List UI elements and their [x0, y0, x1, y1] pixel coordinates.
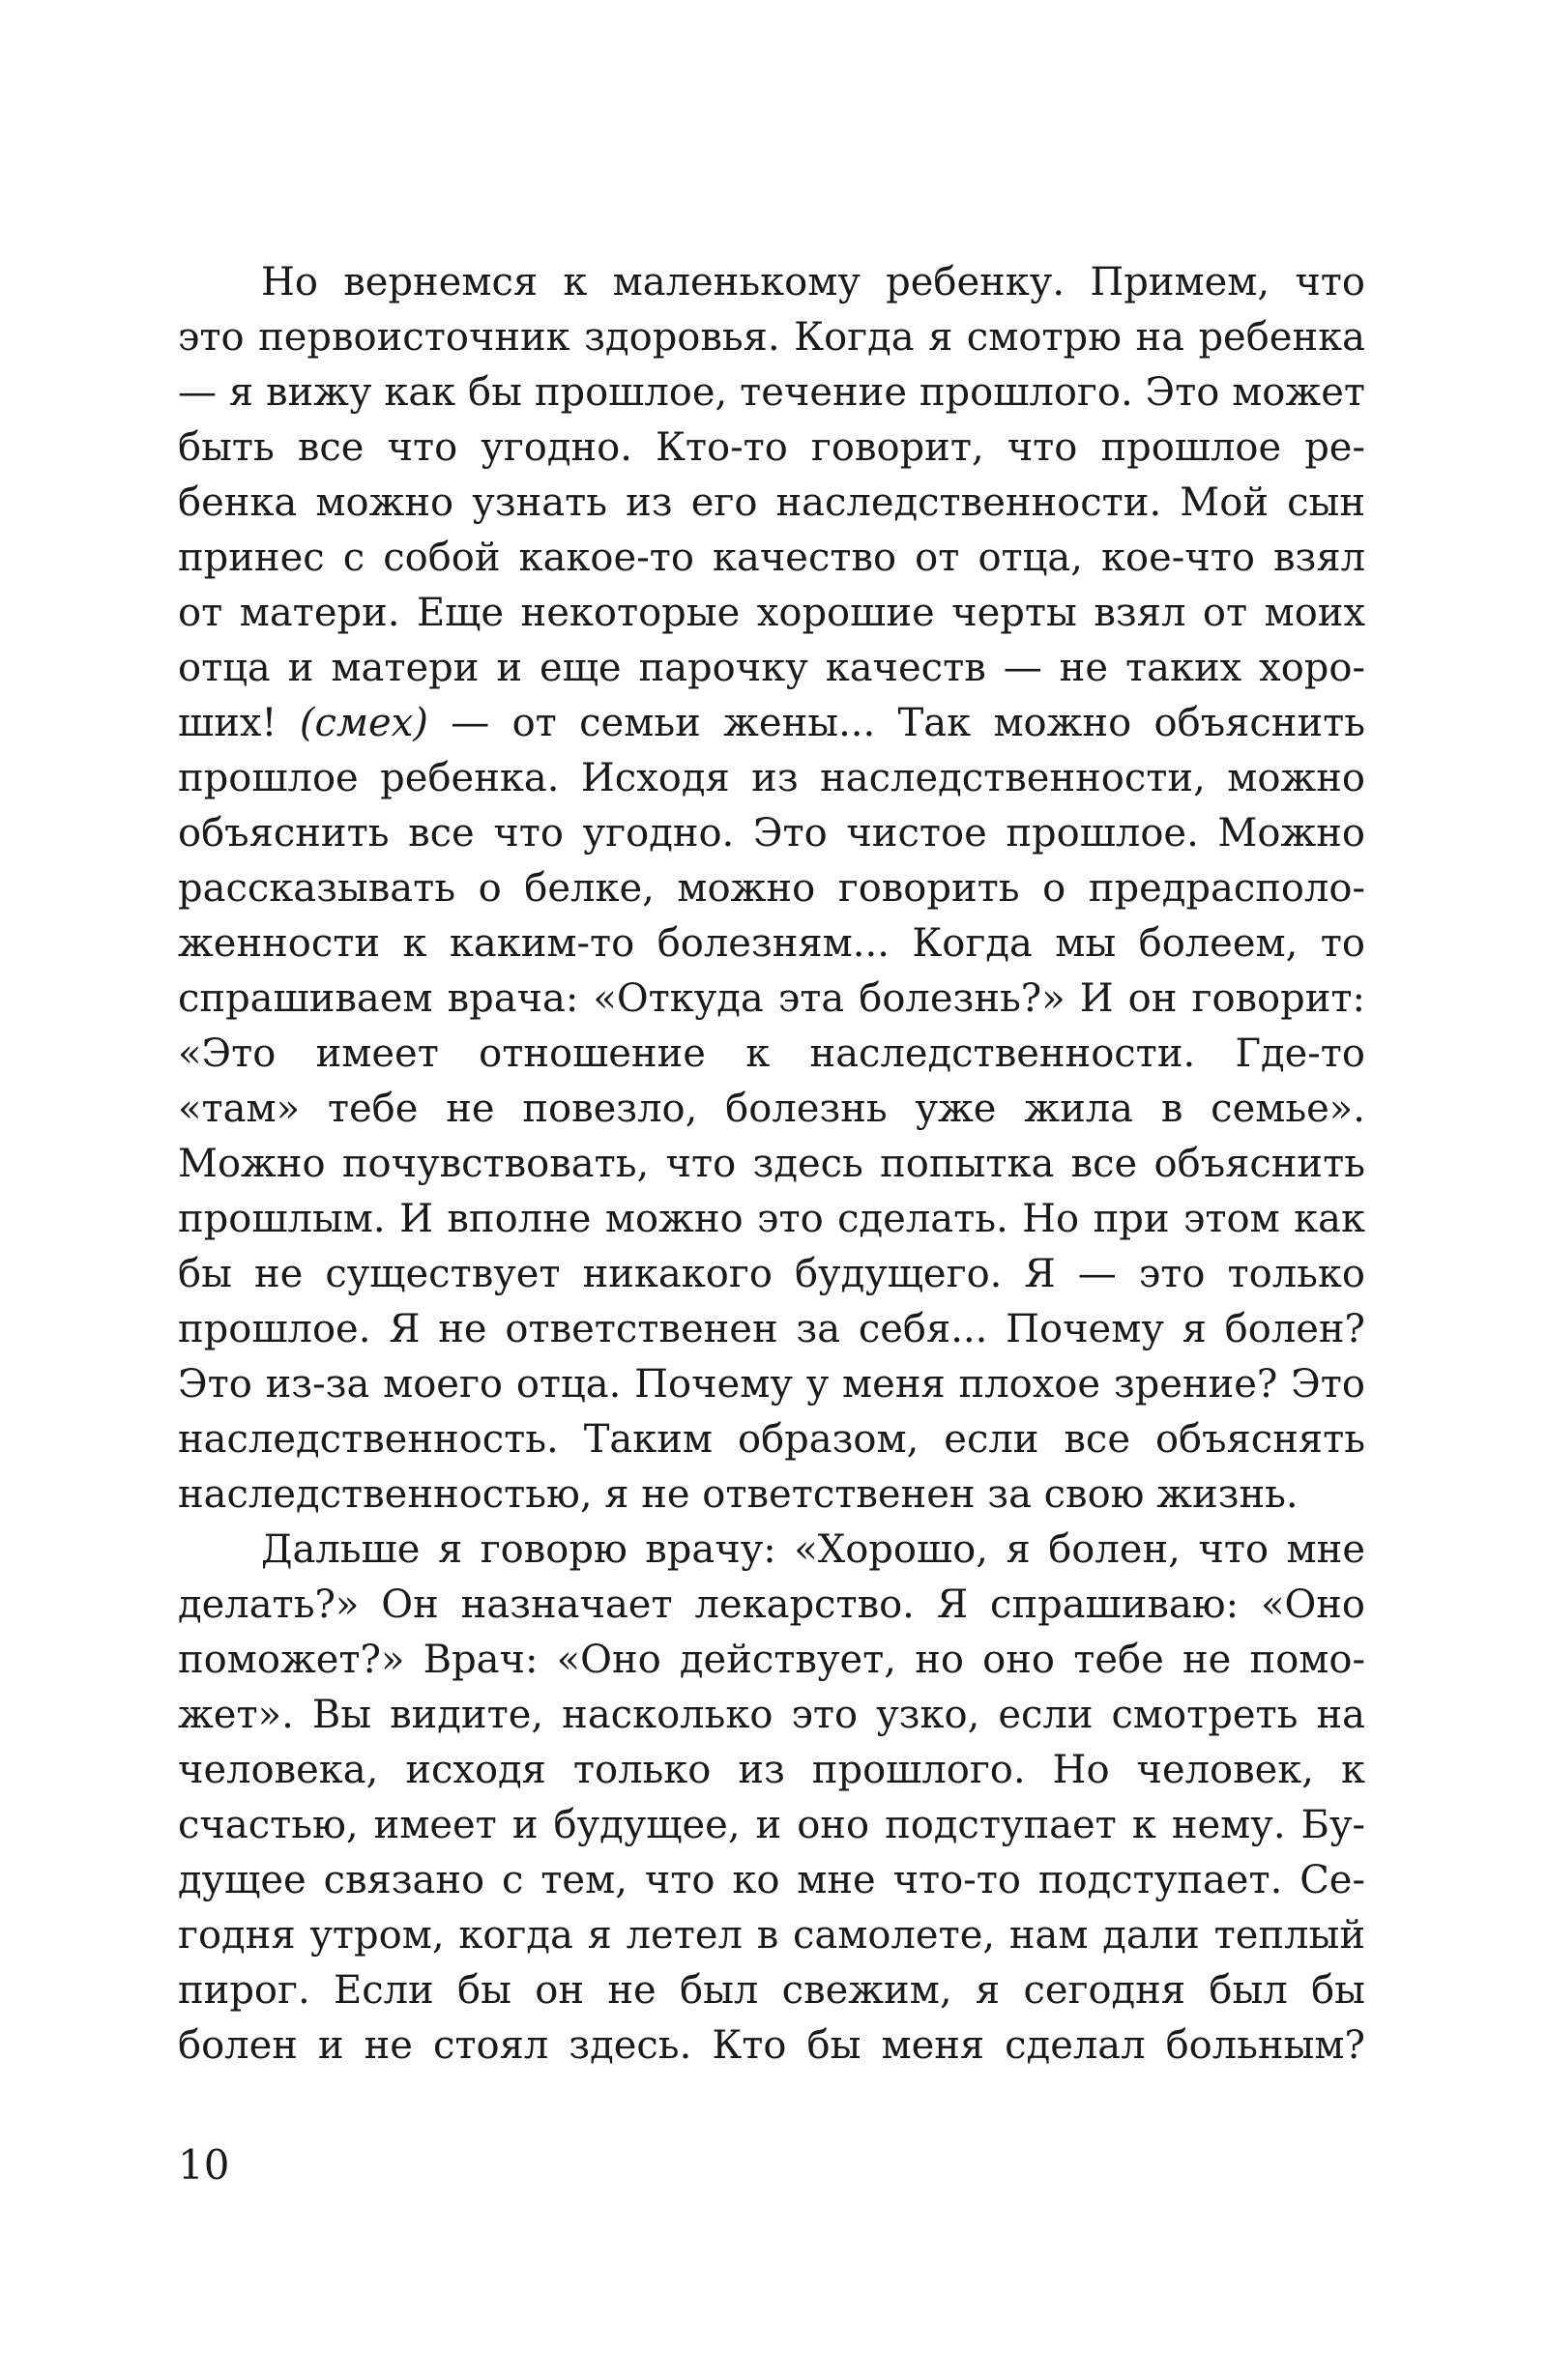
text-line: Но вернемся к маленькому ребенку. Примем, что [261, 260, 1365, 305]
italic-remark: (смех) [299, 701, 428, 745]
text-line: прошлым. И вполне можно это сделать. Но при этом как [178, 1197, 1365, 1241]
text-line: от матери. Еще некоторые хорошие черты взял от моих [178, 591, 1365, 635]
page-number: 10 [178, 2141, 230, 2189]
text-line: спрашиваем врача: «Откуда эта болезнь?» И он говорит: [178, 976, 1365, 1021]
text-line: Дальше я говорю врачу: «Хорошо, я болен, что мне [261, 1527, 1365, 1572]
text-line: наследственность. Таким образом, если все объяснять [178, 1417, 1365, 1462]
body-text [178, 255, 1365, 2074]
text-line: жет». Вы видите, насколько это узко, если смотреть на [178, 1693, 1365, 1737]
text-line: бенка можно узнать из его наследственности. Мой сын [178, 480, 1365, 525]
text-line: женности к каким-то болезням... Когда мы болеем, то [178, 921, 1365, 966]
text-segment: — от семьи жены... Так можно объяснить [427, 701, 1366, 745]
text-line-with-italic [178, 696, 1365, 751]
text-line: рассказывать о белке, можно говорить о предрасполо- [178, 866, 1365, 911]
text-line: это первоисточник здоровья. Когда я смотрю на ребенка [178, 315, 1365, 360]
text-line: годня утром, когда я летел в самолете, нам дали теплый [178, 1913, 1365, 1958]
text-line: отца и матери и еще парочку качеств — не таких хоро- [178, 646, 1365, 690]
text-line: поможет?» Врач: «Оно действует, но оно тебе не помо- [178, 1638, 1365, 1682]
text-line: пирог. Если бы он не был свежим, я сегодня был бы [178, 1968, 1365, 2013]
text-line: дущее связано с тем, что ко мне что-то подступает. Се- [178, 1858, 1365, 1902]
text-line: Это из-за моего отца. Почему у меня плохое зрение? Это [178, 1362, 1365, 1407]
text-line: прошлое. Я не ответственен за себя... Почему я болен? [178, 1307, 1365, 1351]
text-segment: ших! [178, 701, 300, 745]
text-line: делать?» Он назначает лекарство. Я спрашиваю: «Оно [178, 1582, 1365, 1627]
text-line: человека, исходя только из прошлого. Но человек, к [178, 1748, 1365, 1792]
text-line: прошлое ребенка. Исходя из наследственности, можно [178, 756, 1365, 800]
text-line: быть все что угодно. Кто-то говорит, что прошлое ре- [178, 425, 1365, 470]
text-line: объяснить все что угодно. Это чистое прошлое. Можно [178, 811, 1365, 856]
text-line: принес с собой какое-то качество от отца, кое-что взял [178, 536, 1365, 580]
text-line: — я вижу как бы прошлое, течение прошлого. Это может [178, 370, 1365, 415]
text-line: «Это имеет отношение к наследственности. Где-то [178, 1031, 1365, 1076]
text-line: бы не существует никакого будущего. Я — это только [178, 1252, 1365, 1296]
text-line: наследственностью, я не ответственен за свою жизнь. [178, 1472, 1299, 1517]
text-line: счастью, имеет и будущее, и оно подступает к нему. Бу- [178, 1803, 1365, 1847]
text-line: «там» тебе не повезло, болезнь уже жила в семье». [178, 1087, 1365, 1131]
text-line: болен и не стоял здесь. Кто бы меня сделал больным? [178, 2023, 1365, 2068]
text-line: Можно почувствовать, что здесь попытка все объяснить [178, 1142, 1365, 1186]
